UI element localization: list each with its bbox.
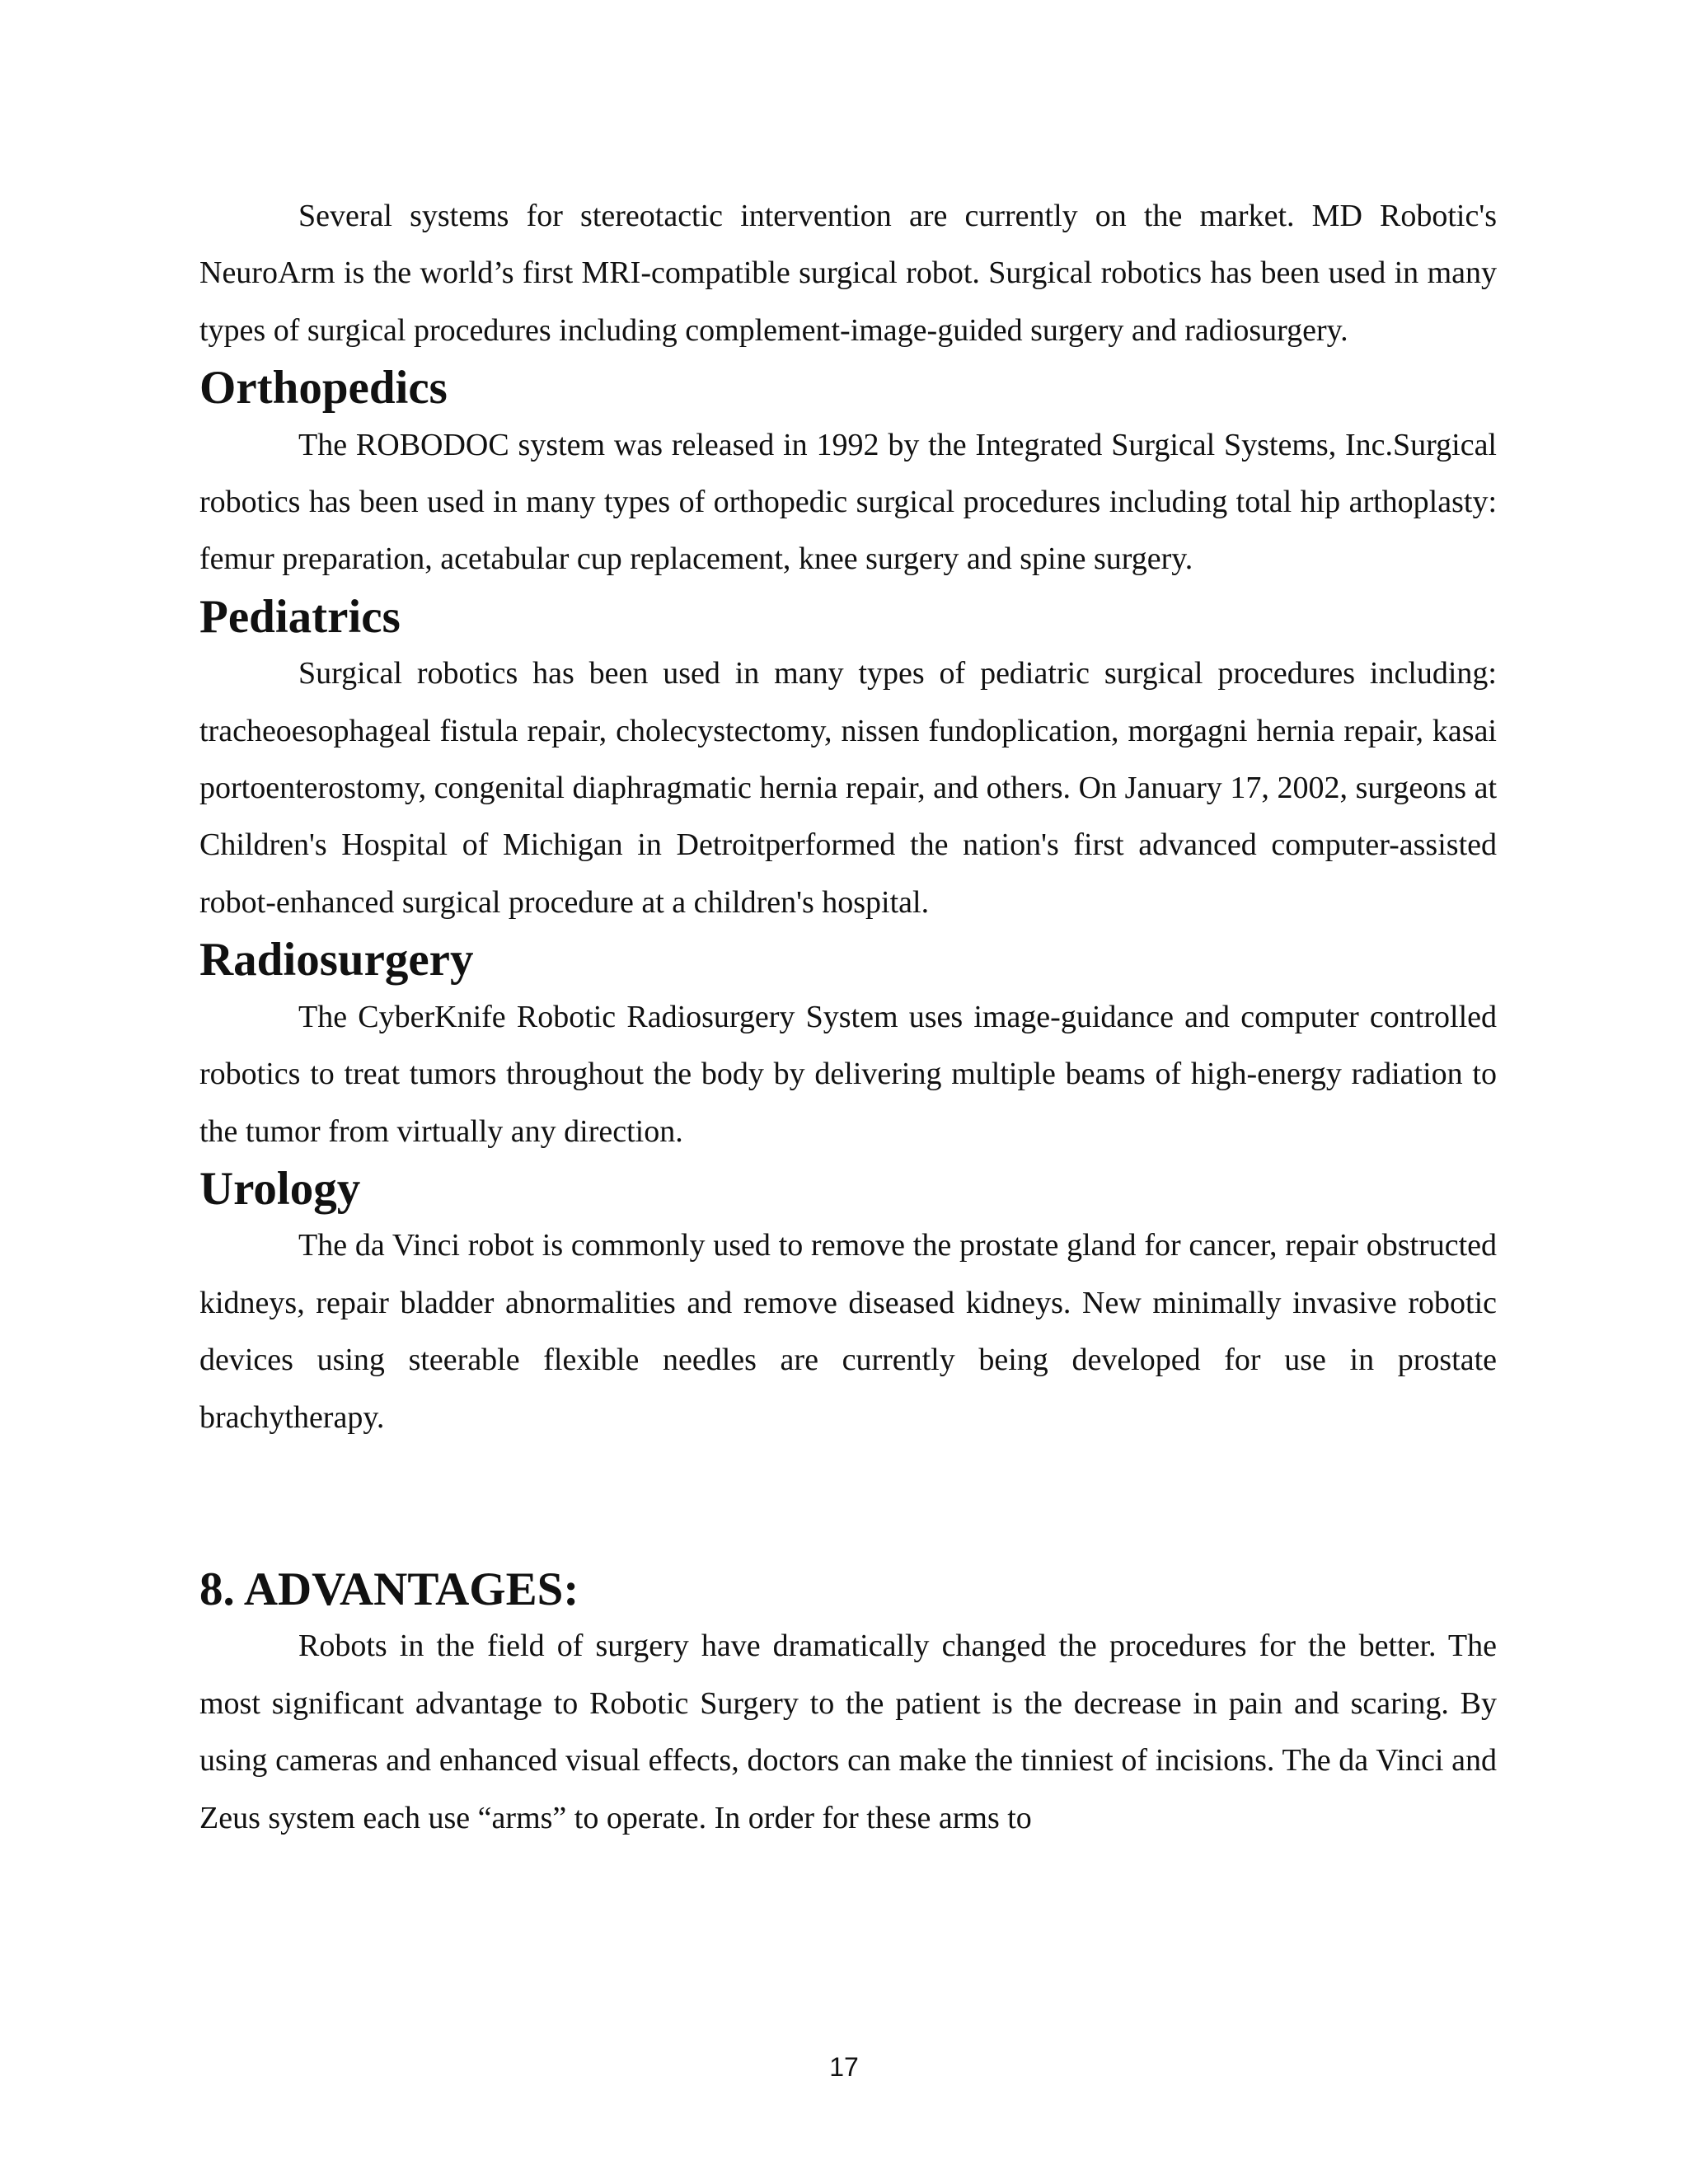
urology-heading: Urology [199,1162,361,1215]
orthopedics-paragraph: The ROBODOC system was released in 1992 by the Integrated Surgical Systems, Inc.Surgical robotics has been used in many types of orthopedic surgical procedures including total hip arthoplasty: femur preparation, acetabular cup replacement, knee surgery and spine surgery. [199,427,1497,577]
section-spacer [199,1446,1497,1561]
pediatrics-paragraph: Surgical robotics has been used in many types of pediatric surgical procedures including: tracheoesophageal fistula repair, cholecystectomy, nissen fundoplication, morgagni hernia repair, kasai portoenterostomy, congenital diaphragmatic hernia repair, and others. On January 17, 2002, surgeons at Children's Hospital of Michigan in Detroitperformed the nation's first advanced computer-assisted robot-enhanced surgical procedure at a children's hospital. [199,656,1497,920]
radiosurgery-heading: Radiosurgery [199,934,474,987]
page-body [199,188,1497,1847]
radiosurgery-paragraph: The CyberKnife Robotic Radiosurgery System uses image-guidance and computer controlled robotics to treat tumors throughout the body by delivering multiple beams of high-energy radiation to the tumor from virtually any direction. [199,999,1497,1149]
pediatrics-heading: Pediatrics [199,590,401,643]
advantages-paragraph: Robots in the field of surgery have dramatically changed the procedures for the better. The most significant advantage to Robotic Surgery to the patient is the decrease in pain and scaring. By using cameras and enhanced visual effects, doctors can make the tinniest of incisions. The da Vinci and Zeus system each use “arms” to operate. In order for these arms to [199,1629,1497,1835]
orthopedics-heading: Orthopedics [199,362,448,415]
intro-paragraph: Several systems for stereotactic intervention are currently on the market. MD Robotic's NeuroArm is the world’s first MRI-compatible surgical robot. Surgical robotics has been used in many types of surgical procedures including complement-image-guided surgery and radiosurgery. [199,199,1497,348]
advantages-heading: 8. ADVANTAGES: [199,1563,579,1615]
urology-paragraph: The da Vinci robot is commonly used to remove the prostate gland for cancer, repair obstructed kidneys, repair bladder abnormalities and remove diseased kidneys. New minimally invasive robotic devices using steerable flexible needles are currently being developed for use in prostate brachytherapy. [199,1228,1497,1435]
page-number: 17 [829,2052,859,2082]
